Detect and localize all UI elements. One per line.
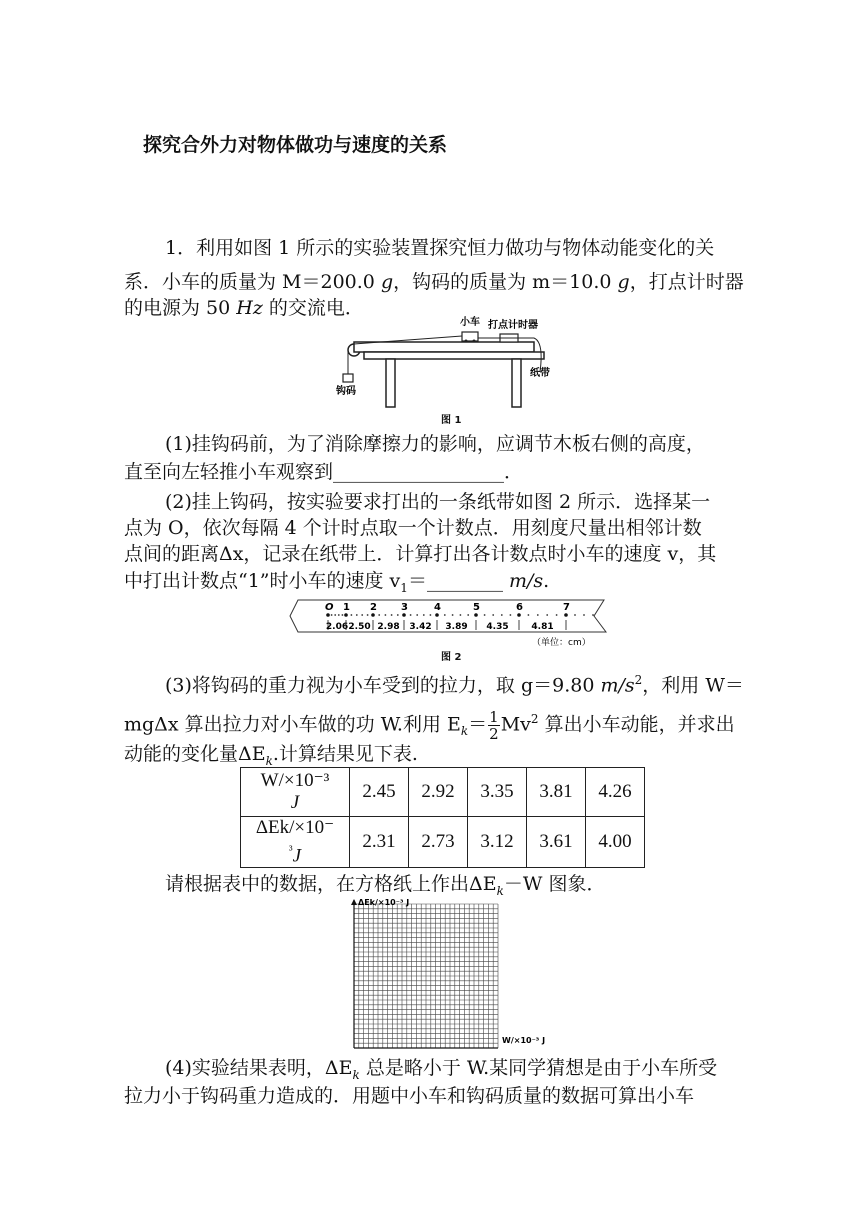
table-cell: 3.81 [527, 768, 586, 817]
part3-line-2: mgΔx 算出拉力对小车做的功 W.利用 $E_k=$ $\frac{1}{2}$ Mv$^2$ 算出小车动能，并求出 [124, 707, 735, 743]
point-label: 6 [516, 602, 523, 613]
part1-line-2: 直至向左轻推小车观察到__________________． [124, 461, 524, 483]
x-axis-label: W/×10⁻³ J [502, 1036, 546, 1045]
count-point [326, 613, 330, 617]
timing-dot [361, 614, 363, 616]
point-label: 4 [434, 602, 441, 613]
page-title: 探究合外力对物体做功与速度的关系 [143, 134, 448, 156]
y-axis-label: ΔEk/×10⁻³ J [358, 898, 410, 907]
timing-dot [416, 614, 418, 616]
q1-line-1: 1．利用如图 1 所示的实验装置探究恒力做功与物体动能变化的关 [165, 237, 715, 259]
label-car: 小车 [460, 317, 480, 328]
label-weight: 钩码 [336, 386, 356, 397]
y-axis-arrow-icon [351, 899, 357, 905]
label-timer: 打点计时器 [488, 320, 538, 331]
fraction-one-half: $\frac{1}{2}$ [489, 707, 499, 743]
timing-dot [423, 614, 425, 616]
timing-dot [484, 614, 486, 616]
point-label: 5 [473, 602, 480, 613]
timing-dot [537, 614, 539, 616]
table-cell: 3.35 [468, 768, 527, 817]
timing-dot [397, 614, 399, 616]
timing-dot [342, 614, 344, 616]
part1-line-1: (1)挂钩码前，为了消除摩擦力的影响，应调节木板右侧的高度， [165, 433, 705, 455]
timing-dot [467, 614, 469, 616]
distance-label: 3.89 [445, 622, 468, 632]
timing-dot [528, 614, 530, 616]
part2-line-2: 点为 O，依次每隔 4 个计时点取一个计数点．用刻度尺量出相邻计数 [124, 517, 702, 539]
q1-line-3: 的电源为 50 Hz 的交流电． [124, 297, 364, 319]
table-row [241, 817, 645, 868]
count-point [474, 613, 478, 617]
count-point [564, 613, 568, 617]
point-label: O [325, 602, 334, 613]
timing-dot [492, 614, 494, 616]
point-label: 7 [563, 602, 570, 613]
timing-dot [385, 614, 387, 616]
count-point [371, 613, 375, 617]
table-cell: 4.26 [586, 768, 645, 817]
timing-dot [410, 614, 412, 616]
part3-line-1: (3)将钩码的重力视为小车受到的拉力，取 g＝9.80 $m/s^2$，利用 W＝ [165, 673, 744, 697]
part2-line-3: 点间的距离Δx，记录在纸带上．计算打出各计数点时小车的速度 v，其 [124, 543, 717, 565]
unit-note: （单位：cm） [532, 638, 591, 648]
part4-line-1: (4)实验结果表明，$\Delta E_k$ 总是略小于 W.某同学猜想是由于小车所受 [165, 1057, 718, 1082]
count-point [344, 613, 348, 617]
table-cell: 2.92 [409, 768, 468, 817]
figure-1-caption: 图 1 [441, 415, 462, 426]
part2-line-1: (2)挂上钩码，按实验要求打出的一条纸带如图 2 所示．选择某一 [165, 491, 711, 513]
timing-dot [430, 614, 432, 616]
cart [462, 332, 478, 341]
timing-dot [338, 614, 340, 616]
count-point [402, 613, 406, 617]
table-leg-left [386, 359, 395, 407]
part4-line-2: 拉力小于钩码重力造成的．用题中小车和钩码质量的数据可算出小车 [124, 1085, 695, 1107]
apparatus-figure [330, 312, 560, 424]
table-top [364, 352, 544, 359]
count-point [435, 613, 439, 617]
timing-dot [546, 614, 548, 616]
label-tape: 纸带 [530, 368, 550, 379]
table-row [241, 768, 645, 817]
table-cell: 2.45 [350, 768, 409, 817]
distance-label: 4.35 [486, 622, 509, 632]
point-label: 1 [343, 602, 350, 613]
timing-dot [367, 614, 369, 616]
timing-dot [556, 614, 558, 616]
point-label: 2 [370, 602, 377, 613]
timing-dot [460, 614, 462, 616]
distance-label: 2.50 [348, 622, 371, 632]
grid-paper [346, 896, 562, 1052]
results-table [240, 767, 645, 868]
table-cell: 2.31 [350, 817, 409, 868]
distance-label: 4.81 [531, 622, 554, 632]
q1-line-2: 系．小车的质量为 M＝200.0 g，钩码的质量为 m＝10.0 g，打点计时器 [124, 271, 744, 293]
timing-dot [356, 614, 358, 616]
timing-dot [510, 614, 512, 616]
table-cell: 2.73 [409, 817, 468, 868]
count-point [517, 613, 521, 617]
table-cell: 3.61 [527, 817, 586, 868]
point-label: 3 [401, 602, 408, 613]
table-leg-right [512, 359, 521, 407]
distance-label: 2.98 [377, 622, 400, 632]
hanging-weight [343, 374, 353, 382]
figure-2-caption: 图 2 [441, 652, 462, 663]
timing-dot [452, 614, 454, 616]
after-table-line: 请根据表中的数据，在方格纸上作出$\Delta E_k-W$ 图象． [165, 873, 606, 898]
timing-dot [331, 614, 333, 616]
timing-dot [391, 614, 393, 616]
timing-dot [592, 614, 594, 616]
timing-dot [351, 614, 353, 616]
timing-dot [574, 614, 576, 616]
table-header-w: W/×10⁻³ J [241, 768, 350, 817]
table-header-dek: ΔEk/×10⁻ $^{^3}$J [241, 817, 350, 868]
timing-dot [378, 614, 380, 616]
table-cell: 4.00 [586, 817, 645, 868]
distance-label: 2.06 [325, 622, 349, 632]
timing-dot [501, 614, 503, 616]
distance-label: 3.42 [409, 622, 432, 632]
timing-dot [444, 614, 446, 616]
timing-dot [334, 614, 336, 616]
part3-line-3: 动能的变化量$\Delta E_k$.计算结果见下表. [124, 743, 418, 768]
part2-line-4: 中打出计数点“1”时小车的速度 $v_1=\_\_\_\_\_\_\_\_$ m/s. [124, 570, 550, 595]
timing-dot [583, 614, 585, 616]
table-cell: 3.12 [468, 817, 527, 868]
wooden-board [354, 342, 534, 352]
